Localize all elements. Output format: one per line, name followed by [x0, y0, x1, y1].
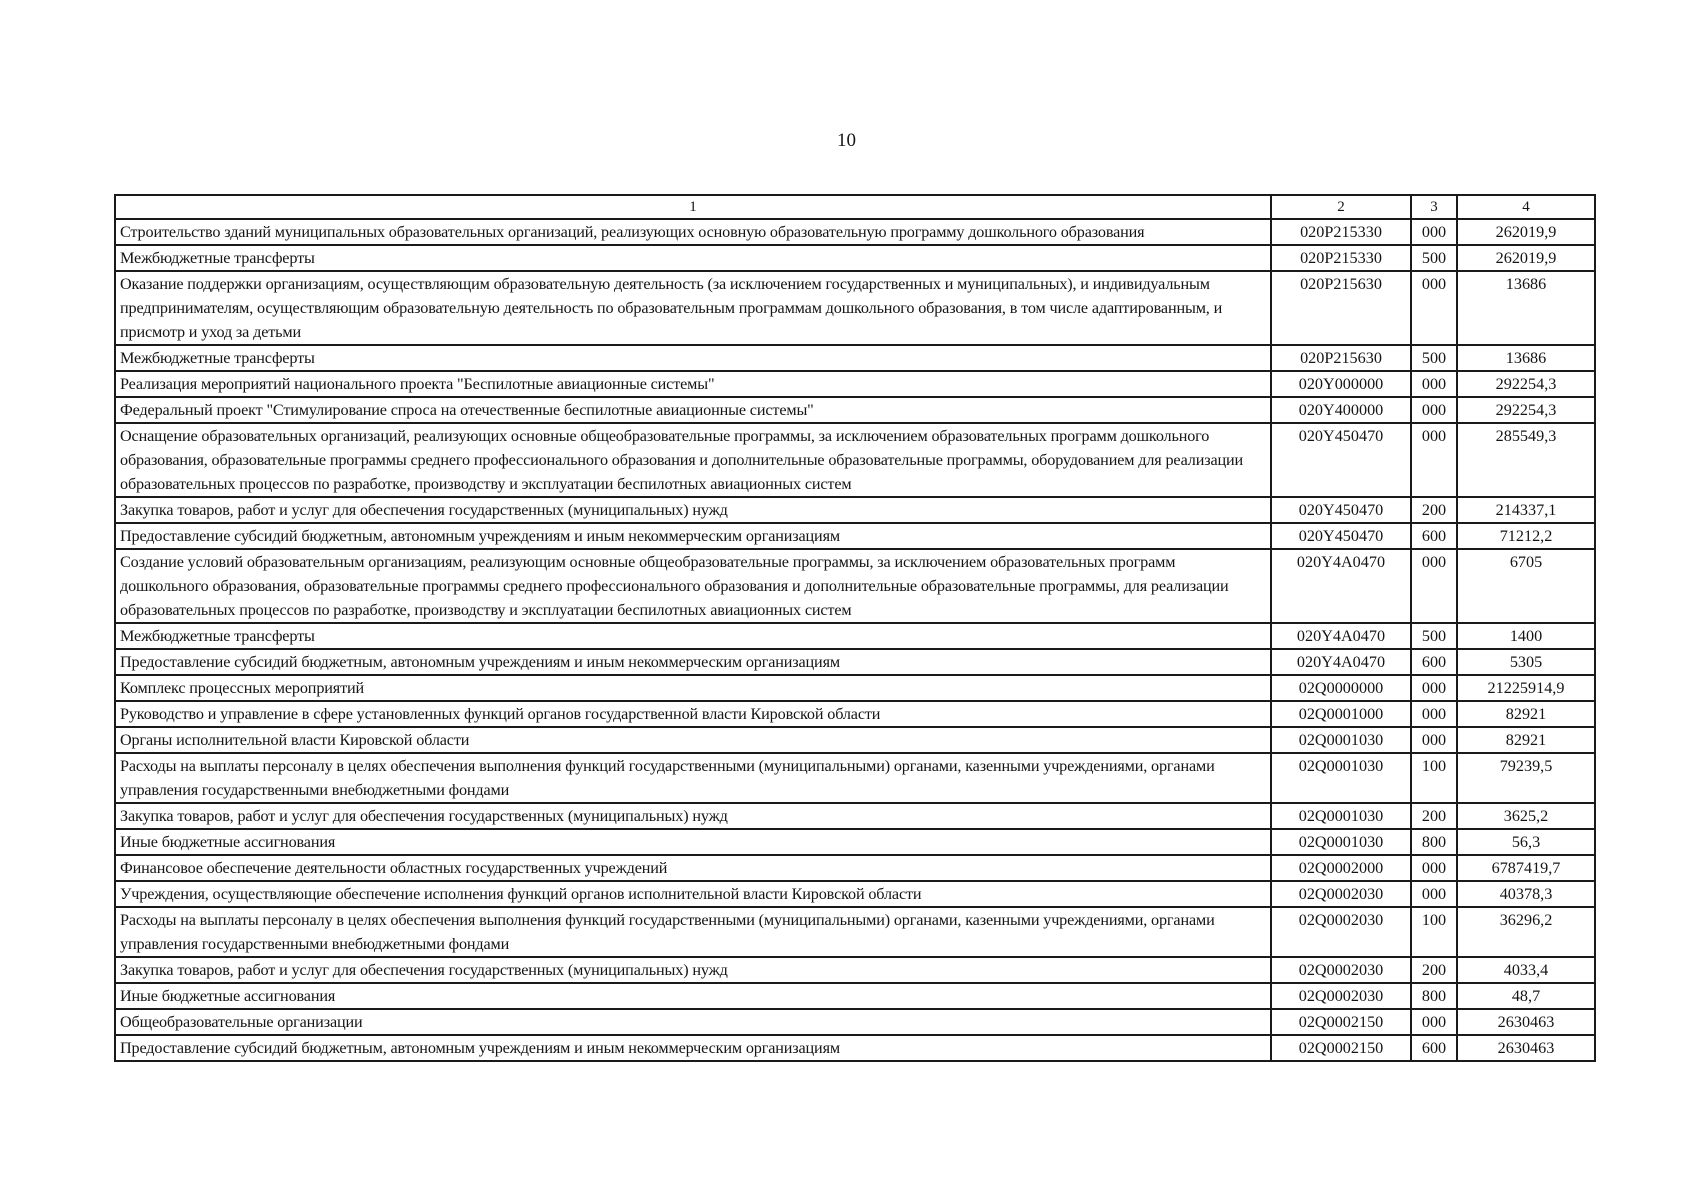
- row-name-cell: Оказание поддержки организациям, осуществляющим образовательную деятельность (за исключением государственных и муниципальных), и индивидуальным предпринимателям, осуществляющим образовательную деятельность по образовательным программам дошкольного образования, в том числе адаптированным, и присмотр и уход за детьми: [115, 271, 1271, 345]
- row-name-cell: Комплекс процессных мероприятий: [115, 675, 1271, 701]
- row-sum-cell: 292254,3: [1457, 397, 1595, 423]
- table-row: [115, 623, 1595, 649]
- table-row: [115, 701, 1595, 727]
- row-code-cell: 02Q0002150: [1271, 1009, 1411, 1035]
- row-type-cell: 000: [1411, 1009, 1457, 1035]
- row-sum-cell: 262019,9: [1457, 219, 1595, 245]
- column-header-2: 2: [1271, 195, 1411, 219]
- row-name-cell: Расходы на выплаты персоналу в целях обеспечения выполнения функций государственными (муниципальными) органами, казенными учреждениями, органами управления государственными внебюджетными фондами: [115, 753, 1271, 803]
- row-name-cell: Расходы на выплаты персоналу в целях обеспечения выполнения функций государственными (муниципальными) органами, казенными учреждениями, органами управления государственными внебюджетными фондами: [115, 907, 1271, 957]
- row-code-cell: 020P215330: [1271, 245, 1411, 271]
- row-sum-cell: 2630463: [1457, 1035, 1595, 1061]
- row-sum-cell: 3625,2: [1457, 803, 1595, 829]
- row-type-cell: 500: [1411, 245, 1457, 271]
- table-row: [115, 803, 1595, 829]
- row-code-cell: 02Q0001030: [1271, 829, 1411, 855]
- row-code-cell: 020P215330: [1271, 219, 1411, 245]
- row-sum-cell: 21225914,9: [1457, 675, 1595, 701]
- row-code-cell: 02Q0001000: [1271, 701, 1411, 727]
- row-type-cell: 600: [1411, 649, 1457, 675]
- row-name-cell: Финансовое обеспечение деятельности областных государственных учреждений: [115, 855, 1271, 881]
- row-sum-cell: 262019,9: [1457, 245, 1595, 271]
- row-type-cell: 200: [1411, 803, 1457, 829]
- row-type-cell: 200: [1411, 497, 1457, 523]
- table-row: [115, 983, 1595, 1009]
- row-code-cell: 020Y400000: [1271, 397, 1411, 423]
- row-type-cell: 000: [1411, 855, 1457, 881]
- column-header-1: 1: [115, 195, 1271, 219]
- table-row: [115, 371, 1595, 397]
- row-sum-cell: 4033,4: [1457, 957, 1595, 983]
- row-type-cell: 000: [1411, 371, 1457, 397]
- row-name-cell: Закупка товаров, работ и услуг для обеспечения государственных (муниципальных) нужд: [115, 497, 1271, 523]
- row-name-cell: Иные бюджетные ассигнования: [115, 983, 1271, 1009]
- row-sum-cell: 5305: [1457, 649, 1595, 675]
- budget-table: [114, 194, 1596, 1062]
- table-row: [115, 829, 1595, 855]
- row-name-cell: Предоставление субсидий бюджетным, автономным учреждениям и иным некоммерческим организациям: [115, 1035, 1271, 1061]
- row-type-cell: 100: [1411, 907, 1457, 957]
- row-sum-cell: 36296,2: [1457, 907, 1595, 957]
- row-sum-cell: 292254,3: [1457, 371, 1595, 397]
- row-code-cell: 020P215630: [1271, 271, 1411, 345]
- row-sum-cell: 13686: [1457, 271, 1595, 345]
- table-row: [115, 397, 1595, 423]
- row-code-cell: 02Q0002030: [1271, 907, 1411, 957]
- row-sum-cell: 79239,5: [1457, 753, 1595, 803]
- row-code-cell: 020Y450470: [1271, 497, 1411, 523]
- row-code-cell: 020Y450470: [1271, 523, 1411, 549]
- row-code-cell: 020Y450470: [1271, 423, 1411, 497]
- row-code-cell: 02Q0001030: [1271, 727, 1411, 753]
- row-name-cell: Реализация мероприятий национального проекта "Беспилотные авиационные системы": [115, 371, 1271, 397]
- row-sum-cell: 82921: [1457, 727, 1595, 753]
- column-header-3: 3: [1411, 195, 1457, 219]
- row-code-cell: 020Y4A0470: [1271, 649, 1411, 675]
- row-sum-cell: 1400: [1457, 623, 1595, 649]
- row-name-cell: Межбюджетные трансферты: [115, 345, 1271, 371]
- row-name-cell: Закупка товаров, работ и услуг для обеспечения государственных (муниципальных) нужд: [115, 803, 1271, 829]
- row-type-cell: 000: [1411, 881, 1457, 907]
- row-code-cell: 02Q0001030: [1271, 803, 1411, 829]
- row-name-cell: Федеральный проект "Стимулирование спроса на отечественные беспилотные авиационные системы": [115, 397, 1271, 423]
- row-name-cell: Создание условий образовательным организациям, реализующим основные общеобразовательные программы, за исключением образовательных программ дошкольного образования, образовательные программы среднего профессионального образования и дополнительные образовательные программы, для реализации образовательных процессов по разработке, производству и эксплуатации беспилотных авиационных систем: [115, 549, 1271, 623]
- table-row: [115, 245, 1595, 271]
- table-row: [115, 957, 1595, 983]
- table-row: [115, 855, 1595, 881]
- row-sum-cell: 2630463: [1457, 1009, 1595, 1035]
- row-code-cell: 02Q0000000: [1271, 675, 1411, 701]
- row-name-cell: Учреждения, осуществляющие обеспечение исполнения функций органов исполнительной власти Кировской области: [115, 881, 1271, 907]
- table-row: [115, 753, 1595, 803]
- row-type-cell: 000: [1411, 397, 1457, 423]
- table-row: [115, 345, 1595, 371]
- row-type-cell: 200: [1411, 957, 1457, 983]
- table-row: [115, 727, 1595, 753]
- table-row: [115, 549, 1595, 623]
- table-row: [115, 219, 1595, 245]
- row-name-cell: Строительство зданий муниципальных образовательных организаций, реализующих основную образовательную программу дошкольного образования: [115, 219, 1271, 245]
- row-type-cell: 000: [1411, 423, 1457, 497]
- table-row: [115, 881, 1595, 907]
- row-sum-cell: 82921: [1457, 701, 1595, 727]
- row-name-cell: Предоставление субсидий бюджетным, автономным учреждениям и иным некоммерческим организациям: [115, 523, 1271, 549]
- row-sum-cell: 285549,3: [1457, 423, 1595, 497]
- row-code-cell: 020Y4A0470: [1271, 549, 1411, 623]
- table-row: [115, 1035, 1595, 1061]
- table-row: [115, 497, 1595, 523]
- row-type-cell: 600: [1411, 1035, 1457, 1061]
- row-type-cell: 000: [1411, 271, 1457, 345]
- row-type-cell: 800: [1411, 829, 1457, 855]
- row-sum-cell: 40378,3: [1457, 881, 1595, 907]
- row-sum-cell: 56,3: [1457, 829, 1595, 855]
- row-code-cell: 02Q0002030: [1271, 983, 1411, 1009]
- row-name-cell: Закупка товаров, работ и услуг для обеспечения государственных (муниципальных) нужд: [115, 957, 1271, 983]
- row-code-cell: 02Q0002150: [1271, 1035, 1411, 1061]
- table-row: [115, 907, 1595, 957]
- table-row: [115, 423, 1595, 497]
- row-code-cell: 02Q0002030: [1271, 957, 1411, 983]
- row-code-cell: 020P215630: [1271, 345, 1411, 371]
- row-type-cell: 500: [1411, 623, 1457, 649]
- row-name-cell: Оснащение образовательных организаций, реализующих основные общеобразовательные программы, за исключением образовательных программ дошкольного образования, образовательные программы среднего профессионального образования и дополнительные образовательные программы, оборудованием для реализации образовательных процессов по разработке, производству и эксплуатации беспилотных авиационных систем: [115, 423, 1271, 497]
- row-sum-cell: 71212,2: [1457, 523, 1595, 549]
- row-type-cell: 000: [1411, 219, 1457, 245]
- row-name-cell: Межбюджетные трансферты: [115, 245, 1271, 271]
- table-row: [115, 675, 1595, 701]
- row-name-cell: Межбюджетные трансферты: [115, 623, 1271, 649]
- table-row: [115, 1009, 1595, 1035]
- row-sum-cell: 6787419,7: [1457, 855, 1595, 881]
- row-type-cell: 000: [1411, 701, 1457, 727]
- row-name-cell: Органы исполнительной власти Кировской области: [115, 727, 1271, 753]
- row-name-cell: Иные бюджетные ассигнования: [115, 829, 1271, 855]
- row-type-cell: 000: [1411, 549, 1457, 623]
- row-name-cell: Руководство и управление в сфере установленных функций органов государственной власти Кировской области: [115, 701, 1271, 727]
- table-row: [115, 649, 1595, 675]
- table-row: [115, 523, 1595, 549]
- page-number: 10: [837, 130, 856, 151]
- row-code-cell: 020Y4A0470: [1271, 623, 1411, 649]
- row-name-cell: Предоставление субсидий бюджетным, автономным учреждениям и иным некоммерческим организациям: [115, 649, 1271, 675]
- row-type-cell: 500: [1411, 345, 1457, 371]
- row-sum-cell: 48,7: [1457, 983, 1595, 1009]
- row-type-cell: 000: [1411, 675, 1457, 701]
- row-type-cell: 600: [1411, 523, 1457, 549]
- row-code-cell: 02Q0002000: [1271, 855, 1411, 881]
- row-type-cell: 100: [1411, 753, 1457, 803]
- row-sum-cell: 6705: [1457, 549, 1595, 623]
- row-code-cell: 020Y000000: [1271, 371, 1411, 397]
- row-name-cell: Общеобразовательные организации: [115, 1009, 1271, 1035]
- row-sum-cell: 214337,1: [1457, 497, 1595, 523]
- row-type-cell: 000: [1411, 727, 1457, 753]
- row-type-cell: 800: [1411, 983, 1457, 1009]
- column-header-4: 4: [1457, 195, 1595, 219]
- table-header-row: [115, 195, 1595, 219]
- row-sum-cell: 13686: [1457, 345, 1595, 371]
- table-row: [115, 271, 1595, 345]
- row-code-cell: 02Q0002030: [1271, 881, 1411, 907]
- row-code-cell: 02Q0001030: [1271, 753, 1411, 803]
